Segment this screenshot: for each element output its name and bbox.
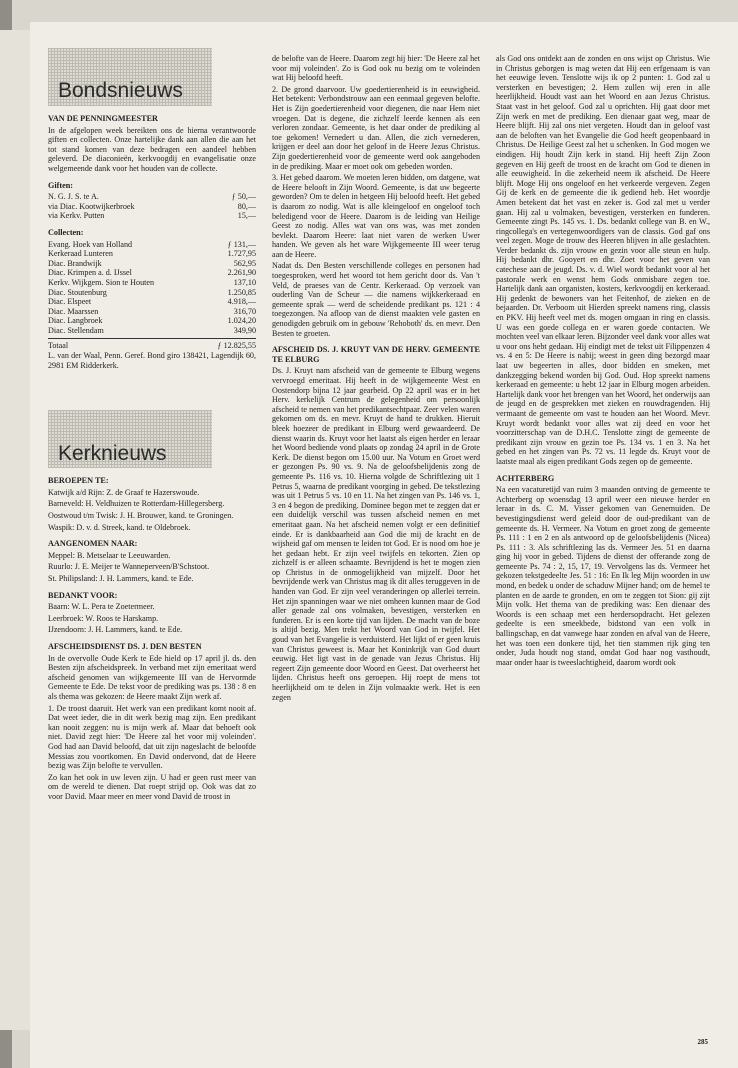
penning-title: VAN DE PENNINGMEESTER — [48, 114, 158, 123]
list-item: Katwijk a/d Rijn: Z. de Graaf te Hazerswoude. — [48, 487, 200, 497]
table-row: Diac. Maarssen 316,70 — [48, 306, 256, 316]
column-right — [496, 54, 710, 669]
list-item: Waspik: D. v. d. Streek, kand. te Oldebroek. — [48, 522, 191, 532]
penning-text: In de afgelopen week bereikten ons de hierna verantwoorde giften en collecten. Onze hartelijke dank aan allen die aan het tot stand komen van deze bedragen een aandeel hebben geleverd. De diaconieën, kerkvoogdij en evangelisatie onze welgemeende dank voor het houden van de collecte. — [48, 125, 256, 173]
article-paragraph: Nadat ds. Den Besten verschillende colleges en personen had toegesproken, werd het woord tot hem gericht door ds. Van 't Veld, de praeses van de Centr. Kerkeraad. Op verzoek van ouderling Van de Scheur — die namens wijkkerkeraad en gemeente sprak — werd de scheidende predikant ps. 121 : 4 toegezongen. Na afloop van de dienst maakten vele gasten en genodigden gebruik om in gebouw 'Rehoboth' ds. en mevr. Den Besten te groeten. — [272, 261, 480, 338]
beroepen-title: BEROEPEN TE: — [48, 476, 109, 486]
list-item: Meppel: B. Metselaar te Leeuwarden. — [48, 550, 171, 560]
table-row: Kerkv. Wijkgem. Sion te Houten 137,10 — [48, 277, 256, 287]
aangenomen-title: AANGENOMEN NAAR: — [48, 539, 138, 549]
article-paragraph: als God ons ontdekt aan de zonden en ons wijst op Christus. Wie in Christus geborgen is mag weten dat Hij een erfgenaam is van het eeuwige leven. Tenslotte wijs ik op 2 punten: 1. God zal u versterken en bevestigen; 2. Hem zullen wij eren in alle heerlijkheid. Houdt vast aan het Woord en aan Jezus Christus. Staat vast in het geloof. God zal u oprichten. Hij gaat door met Zijn werk en met de prediking. Een dienaar gaat weg, maar de Heere blijft. Hij zal ons niet vergeten. Houdt dan in geloof vast aan de beloften van het Evangelie die God heeft geopenbaard in Christus. De Heilige Geest zal het u schenken. In God mogen we eindigen. Hij houdt Zijn kerk in stand. Hij heeft Zijn Zoon gegeven en Hij geeft de troost en de kracht om God te dienen in alle eeuwigheid. In die zekerheid neem ik afscheid. De Heere blijft. Moge Hij ons ongeloof en het verkeerde vergeven. Zegen Gij de kerk en de gemeente die ik gediend heb. Het woordje Amen betekent dat het vast en zeker is. God zal met u verder gaan. Hij zal u volmaken, bevestigen, versterken en funderen. Gemeente zingt Ps. 145 vs. 1. Ds. bedankt college van B. en W., ringcollega's en vertegenwoordigers van de classis. God gaf ons veel zegen. Moge de trouw des Heeren blijven in alle geslachten. Verder bedankt ds. zijn vrouw en gezin voor alle steun en hulp. Hij bedankt dhr. Gooyert en dhr. Zoet voor het geven van catechese aan de jeugd. Ds. v. d. Wiel wordt bedankt voor al het pastorale werk en wenst hem Gods onmisbare zegen toe. Hartelijk dank aan organisten, kosters, kerkvoogdij en kerkeraad. Hij gedenkt de bewoners van het Feitenhof, de zieken en de bejaarden. Dr. Verboom uit Hierden spreekt namens ring, classis en PKV. Hij heeft veel met ds. mogen omgaan in ring en classis. U was een goede collega en er waren goede contacten. We mochten veel van elkaar leren. Bijzonder veel dank voor alles wat u voor ons hebt gedaan. Hij eindigt met de tekst uit Filippenzen 4 vs. 4 en 5: De Heere is nabij; weest in geen ding bezorgd maar laat uw begeerten in alles, door bidden en smeken, met dankzegging bekend worden bij God. Oud. Hop spreekt namens kerkeraad en gemeente: u hebt 12 jaar in Elburg mogen arbeiden. Hartelijk dank voor het brengen van het Woord, het onderwijs aan de jeugd en de gesprekken met zieken en rouwdragenden. Hij vermaant de gemeente om vast te houden aan het Woord. Mevr. Kruyt wordt bedankt voor alles wat zij deed en voor het voorzitterschap van de D.H.C. Tenslotte zingt de gemeente de predikant zijn vrouw en gezin toe Ps. 134 vs. 1 en 3. Na het gebed en het zingen van Ps. 72 vs. 11 legde ds. Kruyt voor de laatste maal als eigen predikant Gods zegen op de gemeente. — [496, 54, 710, 466]
table-row: Totaal ƒ 12.825,55 — [48, 341, 256, 351]
article-paragraph: Na een vacaturetijd van ruim 3 maanden ontving de gemeente te Achterberg op woensdag 13 april weer een nieuwe herder en leraar in ds. C. M. Visser gekomen van Genemuiden. De bevestigingsdienst werd geleid door de oud-predikant van de gemeente ds. H. Vermeer. Na Votum en groet zong de gemeente Ps. 111 : 1 en 2 en als antwoord op de geloofsbelijdenis (Nicea) Ps. 111 : 3. Als schriftlezing las ds. Vermeer Jes. 51 en daarna ging hij voor in gebed. Tijdens de dienst der offerande zong de gemeente Ps. 74 : 2, 15, 17, 19. Vervolgens las ds. Vermeer het gekozen tekstgedeelte Jes. 51 : 16: En Ik leg Mijn woorden in uw mond, en bedek u onder de schaduw Mijner hand; om de hemel te planten en de aarde te gronden, en om te zeggen tot Sion: gij zijt Mijn volk. Het thema van de prediking was: Een dienaar des Woords is een schaap met een herdersopdracht. Het gelezen gedeelte is een smeekbede, bidstond van een volk in ballingschap, en dat vanwege haar zonden en afval van de Heere, het was toen een donkere tijd, het tien stammen rijk ging ten onder, Juda houdt nog stand, omdat God haar nog vasthoudt, maar onder haar is tweeslachtigheid, daarom wordt ook — [496, 485, 710, 667]
achterberg-title: ACHTERBERG — [496, 473, 555, 483]
collecten-label: Collecten: — [48, 227, 84, 237]
table-row: via Kerkv. Putten 15,— — [48, 211, 256, 221]
giften-label: Giften: — [48, 180, 74, 190]
article-paragraph: Ds. J. Kruyt nam afscheid van de gemeente te Elburg wegens vervroegd emeritaat. Hij heeft in de wijkgemeente West en Oostendorp bijna 12 jaar gearbeid. Op 22 april was er in het Herv. kerkelijk Centrum de gelegenheid om persoonlijk afscheid te nemen van het predikantsechtpaar. Zeer velen waren gekomen om ds. en mevr. Kruyt de hand te drukken. Hieruit bleek hoezeer de predikant in Elburg werd gewaardeerd. De dienst waarin ds. Kruyt voor het laatst als eigen herder en leraar het Woord bediende vond plaats op zondag 24 april in de Grote Kerk. De dienst begon om 15.00 uur. Na Votum en Groet werd er gezongen Ps. 90 vs. 9. Na de geloofsbelijdenis zong de gemeente Ps. 116 vs. 10. Hierna volgde de Schriftlezing uit 1 Petrus 5, waarna de predikant voorging in gebed. De tekstlezing was uit 1 Petrus 5 vs. 10 en 11. Na het zingen van Ps. 146 vs. 1, 3 en 4 begon de prediking. Dominee begon met te zeggen dat er een duidelijk verschil was tussen afscheid nemen en met emeritaat gaan. Na het afscheid nemen volgt er een definitief einde. Er is dankbaarheid aan God die mij de kracht en de wijsheid gaf om mensen te leiden tot God. Er is nood om hoe je het gedaan hebt. Er zijn veel twijfels en tekorten. Zien op zichzelf is er alleen schaamte. Bevrijdend is het te mogen zien op Christus in de onmogelijkheid van mijzelf. Door het bevrijdende werk van Christus mag ik dit alles teruggeven in de handen van God. Er zijn veel veranderingen op allerlei terrein. Het zijn spanningen waar we niet omheen kunnen maar de God aller genade zal ons volmaken, bevestigen, versterken en funderen. Er is een korte tijd van lijden. De macht van de boze is altijd bezig. Men trekt het Woord van God in twijfel. Het goud van het Evangelie is verduisterd. Het lijkt of er geen kruis van Christus geweest is. Maar het Koninkrijk van God duurt eeuwig. Het ligt vast in de genade van Jezus Christus. Hij regeert Zijn gemeente door Woord en Geest. Dat overheerst het lijden. Christus heeft ons geroepen. Hij roept de mens tot heerlijkheid om te delen in Zijn volmaakte werk. Het is een zegen — [272, 366, 480, 702]
table-row: Diac. Stellendam 349,90 — [48, 325, 256, 335]
kerknieuws-banner — [48, 410, 212, 468]
list-item: Oostwoud t/m Twisk: J. H. Brouwer, kand. te Groningen. — [48, 511, 234, 521]
bondsnieuws-heading: Bondsnieuws — [58, 79, 183, 103]
magazine-page — [30, 22, 738, 1068]
article-paragraph: de belofte van de Heere. Daarom zegt hij hier: 'De Heere zal het voor mij voleinden'. Zo is God ook nu bezig om te voleinden wat Hij beloofd heeft. — [272, 54, 480, 83]
table-row: Diac. Stoutenburg 1.250,85 — [48, 287, 256, 297]
article-paragraph: Zo kan het ook in uw leven zijn. U had er geen rust meer van om de wereld te dienen. Dat roept strijd op. Ook was dat zo voor David. Maar meer en meer vond David de troost in — [48, 772, 256, 801]
article-paragraph: In de overvolle Oude Kerk te Ede hield op 17 april jl. ds. den Besten zijn afscheidspreek. In verband met zijn emeritaat werd afscheid genomen van wijkgemeente III van de Hervormde Gemeente te Ede. De tekst voor de prediking was ps. 138 : 8 en als thema was gekozen: de Heere maakt Zijn werk af. — [48, 653, 256, 701]
column-left — [48, 48, 256, 803]
article-paragraph: 3. Het gebed daarom. We moeten leren bidden, om datgene, wat de Heere belooft in Zijn Woord. Gemeente, is dat uw begeerte geworden? Om te delen in hetgeen Hij beloofd heeft. Het gebed is daarom zo nodig. Wat is alle kleingeloof en ongeloof toch beledigend voor de Heere. Daarom is de leiding van Heilige Geest zo nodig. Alles wat van ons was, was met zonden bevlekt. Daarom Heere: laat niet varen de werken Uwer handen. We geven als het ware Wijkgemeente III weer terug aan de Heere. — [272, 173, 480, 259]
table-row: N. G. J. S. te A. ƒ 50,— — [48, 192, 256, 202]
list-item: Baarn: W. L. Pera te Zoetermeer. — [48, 602, 155, 612]
article-paragraph: 2. De grond daarvoor. Uw goedertierenheid is in eeuwigheid. Het betekent: Verbondstrouw aan een eenmaal gegeven belofte. Het is Zijn goedertierenheid voor diegenen, die naar Hem niet vroegen. Dat is degene, die zichzelf leerde kennen als een verloren zondaar. Gemeente, is het daar onder de prediking al toe gekomen! Vernedert u dan. Allen, die zich vernederen, krijgen er deel aan door het geloof in de Heere Jezus Christus. Zijn goedertierenheid voor de gemeente werd ook aangeboden in de prediking. Maar er moet ook om gebeden worden. — [272, 84, 480, 171]
list-item: Ruurlo: J. E. Meijer te Wanneperveen/B'Schstoot. — [48, 562, 210, 572]
kerknieuws-heading: Kerknieuws — [58, 441, 167, 465]
table-row: Kerkeraad Lunteren 1.727,95 — [48, 249, 256, 259]
page-number: 285 — [697, 1038, 708, 1046]
bondsnieuws-banner — [48, 48, 212, 106]
article-paragraph: 1. De troost daaruit. Het werk van een predikant komt nooit af. Dat weet ieder, die in dit werk bezig mag zijn. Een predikant kan nooit zeggen: nu is mijn werk af. Maar dat behoeft ook niet. David zegt hier: 'De Heere zal het voor mij voleinden'. God had aan David beloofd, dat uit zijn nageslacht de beloofde Messias zou voortkomen. En David ondervond, dat de Heere bezig was Zijn belofte te vervullen. — [48, 703, 256, 771]
facing-page-edge — [0, 30, 30, 1030]
penning-signature: L. van der Waal, Penn. Geref. Bond giro 138421, Lagendijk 60, 2981 EM Ridderkerk. — [48, 351, 256, 370]
table-row: Evang. Hoek van Holland ƒ 131,— — [48, 239, 256, 249]
list-item: Barneveld: H. Veldhuizen te Rotterdam-Hillegersberg. — [48, 499, 225, 509]
table-row: Diac. Brandwijk 562,95 — [48, 258, 256, 268]
giften-table — [48, 192, 256, 221]
table-row: Diac. Krimpen a. d. IJssel 2.261,90 — [48, 268, 256, 278]
kruyt-title: AFSCHEID DS. J. KRUYT VAN DE HERV. GEMEENTE TE ELBURG — [272, 345, 480, 364]
totaal-table — [48, 341, 256, 351]
collecten-table — [48, 240, 256, 336]
list-item: St. Philipsland: J. H. Lammers, kand. te Ede. — [48, 574, 194, 583]
list-item: Leerbroek: W. Roos te Harskamp. — [48, 613, 159, 623]
table-row: Diac. Elspeet 4.918,— — [48, 297, 256, 307]
besten-title: AFSCHEIDSDIENST DS. J. DEN BESTEN — [48, 641, 202, 651]
total-divider — [48, 338, 256, 339]
bedankt-title: BEDANKT VOOR: — [48, 590, 118, 600]
table-row: via Diac. Kootwijkerbroek 80,— — [48, 201, 256, 211]
list-item: IJzendoorn: J. H. Lammers, kand. te Ede. — [48, 625, 183, 635]
table-row: Diac. Langbroek 1.024,20 — [48, 316, 256, 326]
column-middle — [272, 54, 480, 704]
